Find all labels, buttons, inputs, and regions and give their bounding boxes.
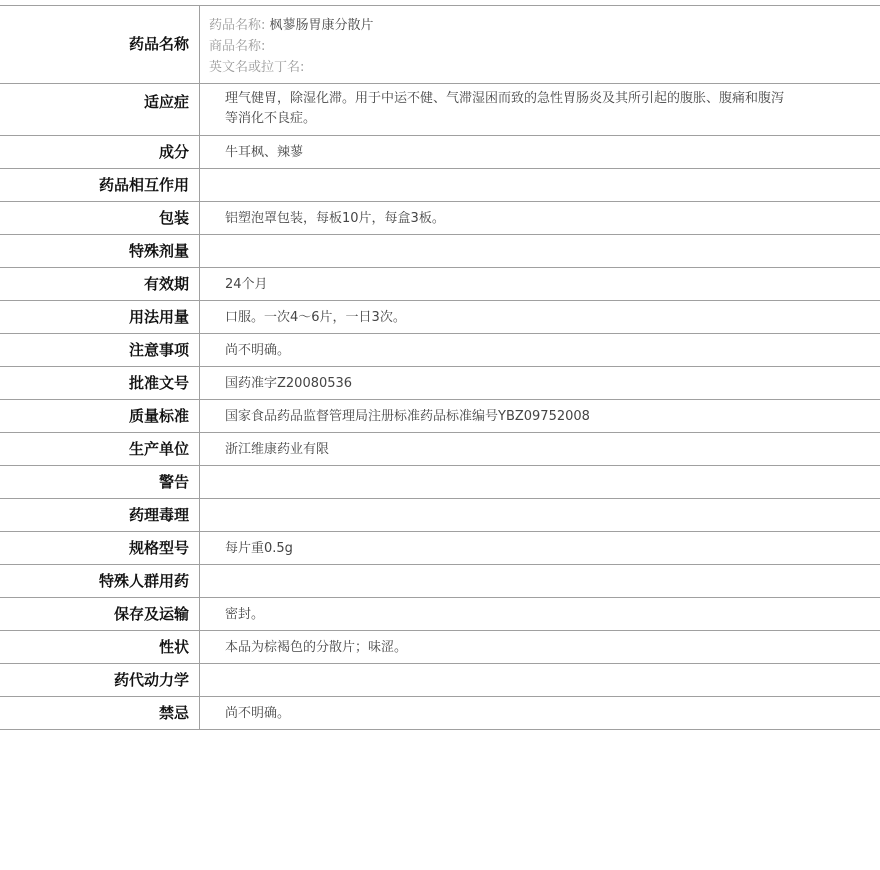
trade-name-line: [209, 36, 880, 57]
spec-value: 尚不明确。: [225, 343, 291, 358]
spec-value: [200, 235, 880, 267]
spec-value: 牛耳枫、辣蓼: [225, 145, 304, 160]
spec-row-specification: [0, 532, 880, 565]
drug-spec-table: [0, 5, 880, 730]
spec-row-storage: [0, 598, 880, 631]
spec-value: 理气健胃，除湿化滞。用于中运不健、气滞湿困而致的急性胃肠炎及其所引起的腹胀、腹痛和腹泻等消化不良症。: [225, 91, 785, 126]
spec-label: 生产单位: [0, 433, 200, 465]
spec-value: 国家食品药品监督管理局注册标准药品标准编号YBZ09752008: [225, 409, 590, 424]
spec-row-pharmacokinetics: [0, 664, 880, 697]
generic-name-line: [209, 15, 880, 36]
spec-label: 适应症: [0, 84, 200, 135]
spec-value: 本品为棕褐色的分散片；味涩。: [225, 640, 408, 655]
spec-label: 禁忌: [0, 697, 200, 729]
spec-row-ingredients: [0, 136, 880, 169]
spec-value: 口服。一次4～6片，一日3次。: [225, 310, 406, 325]
spec-value: [200, 499, 880, 531]
spec-row-contraindications: [0, 697, 880, 730]
spec-label: 质量标准: [0, 400, 200, 432]
english-name-line: [209, 57, 880, 78]
spec-value: 国药准字Z20080536: [225, 376, 353, 391]
spec-row-special-population: [0, 565, 880, 598]
spec-value: [200, 6, 880, 83]
spec-label: 规格型号: [0, 532, 200, 564]
spec-label: 药品相互作用: [0, 169, 200, 201]
spec-row-pharmacology: [0, 499, 880, 532]
spec-row-dosage: [0, 301, 880, 334]
spec-row-warning: [0, 466, 880, 499]
spec-value: 铝塑泡罩包装，每板10片，每盒3板。: [225, 211, 445, 226]
spec-label: 有效期: [0, 268, 200, 300]
spec-row-special-dose: [0, 235, 880, 268]
spec-row-shelf-life: [0, 268, 880, 301]
spec-row-quality-standard: [0, 400, 880, 433]
spec-row-drug-name: [0, 6, 880, 84]
spec-row-interactions: [0, 169, 880, 202]
spec-label: 保存及运输: [0, 598, 200, 630]
spec-row-appearance: [0, 631, 880, 664]
spec-label: 成分: [0, 136, 200, 168]
spec-label: 注意事项: [0, 334, 200, 366]
spec-value: [200, 565, 880, 597]
spec-label: 性状: [0, 631, 200, 663]
spec-label: 药理毒理: [0, 499, 200, 531]
spec-value: 尚不明确。: [225, 706, 291, 721]
spec-value: 浙江维康药业有限: [225, 442, 330, 457]
spec-value: 每片重0.5g: [225, 541, 293, 556]
spec-row-package: [0, 202, 880, 235]
spec-row-manufacturer: [0, 433, 880, 466]
generic-name-value: 枫蓼肠胃康分散片: [269, 18, 374, 33]
spec-label: 特殊人群用药: [0, 565, 200, 597]
spec-label: 特殊剂量: [0, 235, 200, 267]
spec-row-indications: [0, 84, 880, 136]
spec-label: 批准文号: [0, 367, 200, 399]
spec-label: 用法用量: [0, 301, 200, 333]
spec-label: 警告: [0, 466, 200, 498]
spec-value: 密封。: [225, 607, 265, 622]
spec-value: [200, 466, 880, 498]
generic-name-key: 药品名称:: [209, 18, 266, 33]
spec-label: 药代动力学: [0, 664, 200, 696]
spec-row-precautions: [0, 334, 880, 367]
spec-value: [200, 169, 880, 201]
spec-row-approval-number: [0, 367, 880, 400]
spec-value: 24个月: [225, 277, 268, 292]
spec-value: [200, 664, 880, 696]
spec-label: 药品名称: [0, 6, 200, 83]
english-name-key: 英文名或拉丁名:: [209, 60, 305, 75]
spec-label: 包装: [0, 202, 200, 234]
trade-name-key: 商品名称:: [209, 39, 266, 54]
